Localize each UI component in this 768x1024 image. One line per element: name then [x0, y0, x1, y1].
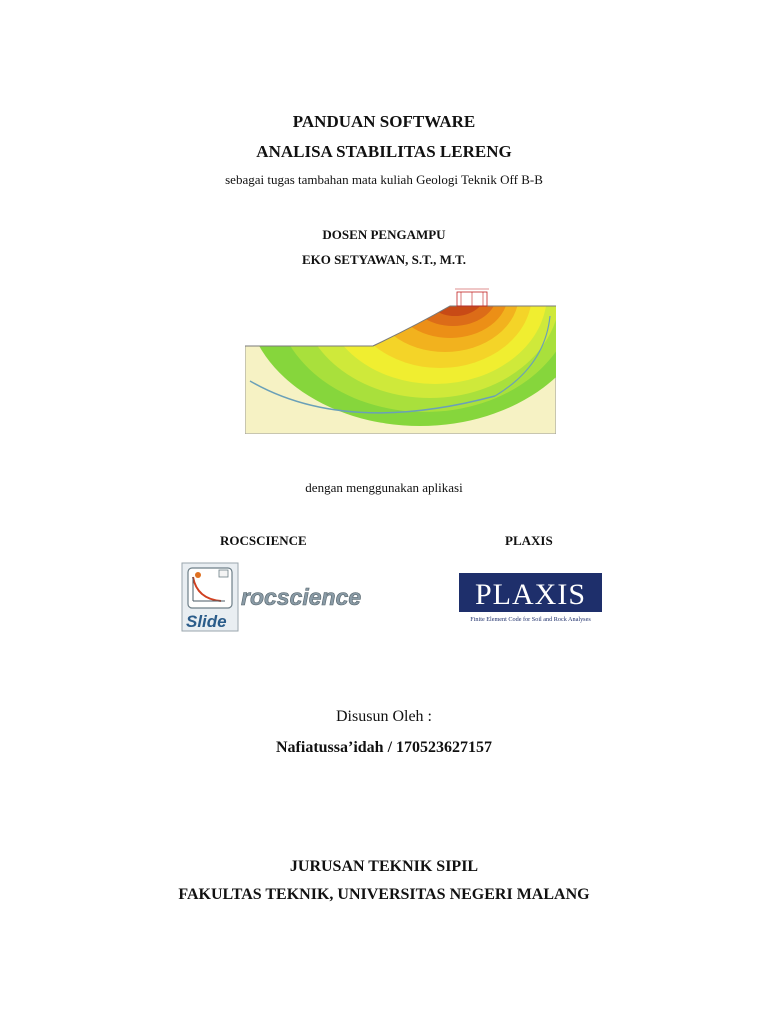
apps-intro: dengan menggunakan aplikasi: [305, 480, 463, 495]
lecturer-name: EKO SETYAWAN, S.T., M.T.: [301, 252, 467, 267]
rocscience-slide-logo: [181, 561, 363, 634]
author-name: Nafiatussa’idah / 170523627157: [275, 739, 493, 756]
rocscience-label: ROCSCIENCE: [220, 533, 307, 548]
document-subtitle: sebagai tugas tambahan mata kuliah Geologi Teknik Off B-B: [225, 172, 543, 187]
plaxis-logo-text: PLAXIS: [474, 578, 587, 611]
document-title: PANDUAN SOFTWARE: [292, 112, 476, 131]
lecturer-heading: DOSEN PENGAMPU: [322, 227, 446, 242]
plaxis-logo: [458, 572, 603, 624]
author-prefix: Disusun Oleh :: [336, 708, 432, 725]
slide-logo-text: Slide: [186, 612, 227, 631]
document-title-line2: ANALISA STABILITAS LERENG: [256, 142, 512, 161]
slope-stability-figure: [245, 286, 556, 434]
rocscience-logo-text: rocscience: [241, 584, 362, 610]
faculty-university: FAKULTAS TEKNIK, UNIVERSITAS NEGERI MALANG: [178, 886, 590, 903]
department: JURUSAN TEKNIK SIPIL: [289, 858, 479, 875]
plaxis-logo-tagline: Finite Element Code for Soil and Rock Analyses: [470, 616, 591, 623]
plaxis-label: PLAXIS: [505, 533, 553, 548]
